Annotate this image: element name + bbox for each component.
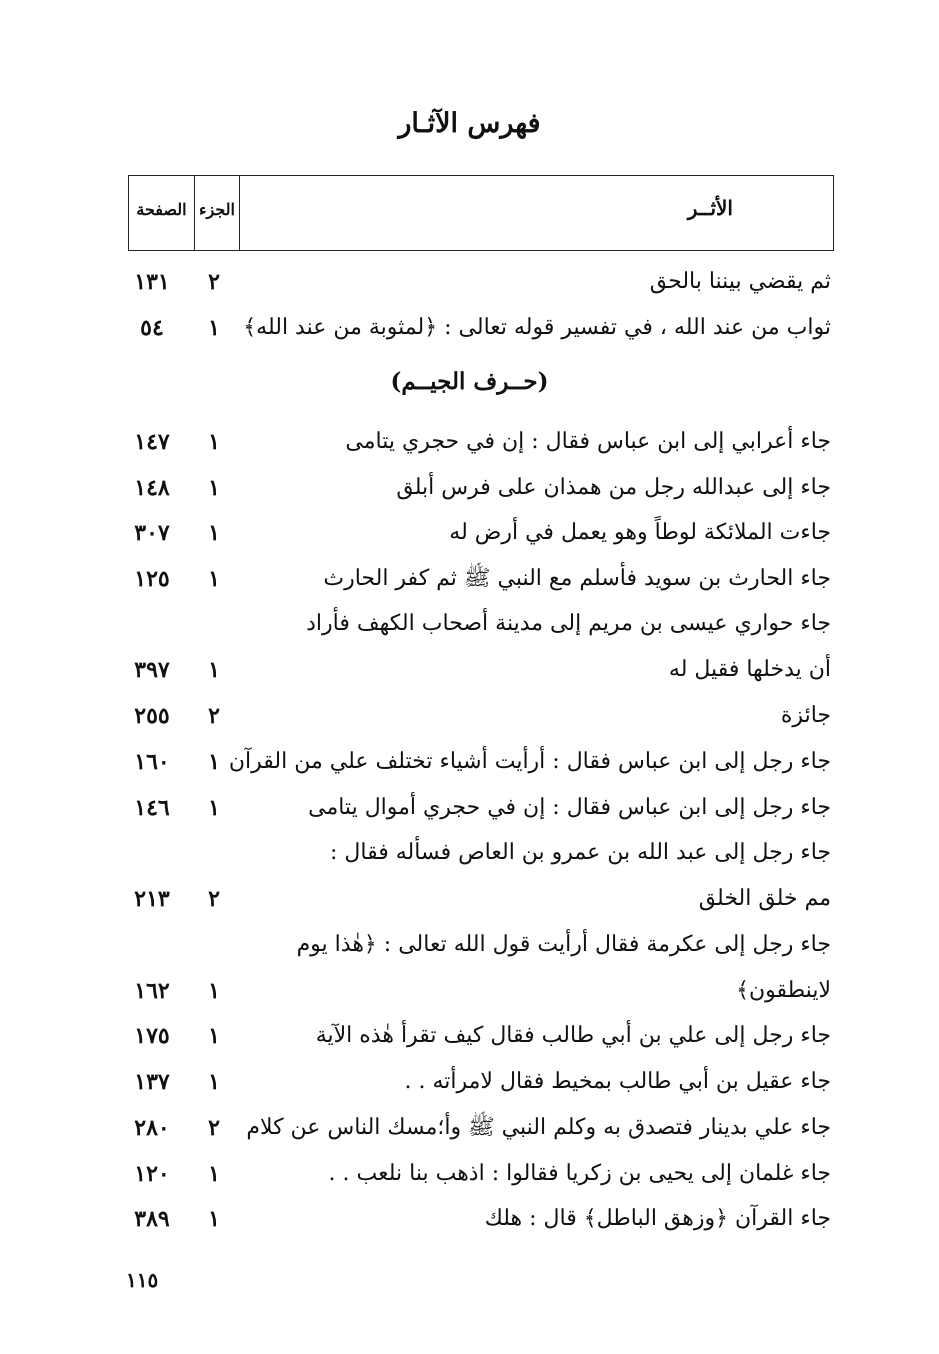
entry-page: ٣٩٧ [134, 657, 170, 683]
athar-column-header: الأثــر [687, 196, 733, 220]
entry-text: أن يدخلها فقيل له [668, 657, 831, 682]
entry-text: جاء غلمان إلى يحيى بن زكريا فقالوا : اذهب بنا نلعب . . [328, 1161, 831, 1186]
entry-volume: ٢ [208, 1115, 220, 1141]
entry-volume: ١ [208, 749, 220, 775]
entry-text: جاء عقيل بن أبي طالب بمخيط فقال لامرأته . . [404, 1069, 831, 1094]
entry-page: ٢٥٥ [134, 703, 170, 729]
entry-page: ٣٨٩ [134, 1206, 170, 1232]
entry-text: جاء حواري عيسى بن مريم إلى مدينة أصحاب الكهف فأراد [306, 611, 831, 636]
entry-text: جاء رجل إلى عبد الله بن عمرو بن العاص فسأله فقال : [330, 840, 831, 865]
page-title: فهرس الآثـار [398, 108, 541, 139]
index-row [0, 1199, 939, 1239]
index-row [0, 696, 939, 736]
entry-page: ٣٠٧ [134, 520, 170, 546]
entry-text: جاء رجل إلى ابن عباس فقال : أرأيت أشياء تختلف علي من القرآن [228, 749, 831, 774]
entry-page: ١٣١ [134, 269, 170, 295]
index-row [0, 1016, 939, 1056]
entry-text: جاء الحارث بن سويد فأسلم مع النبي ﷺ ثم كفر الحارث [323, 566, 831, 591]
entry-volume: ٢ [208, 269, 220, 295]
page-column-header: الصفحة [129, 176, 195, 250]
entry-page: ١٤٧ [134, 429, 170, 455]
entry-volume: ١ [208, 1206, 220, 1232]
entry-text: جاء إلى عبدالله رجل من همذان على فرس أبلق [396, 475, 831, 500]
entry-volume: ١ [208, 315, 220, 341]
index-row [0, 650, 939, 690]
entry-volume: ١ [208, 1023, 220, 1049]
entry-volume: ١ [208, 978, 220, 1004]
index-row [0, 742, 939, 782]
entry-page: ٢٨٠ [134, 1115, 170, 1141]
section-heading: (حــرف الجيــم) [390, 368, 549, 395]
entry-volume: ١ [208, 566, 220, 592]
entry-volume: ١ [208, 1161, 220, 1187]
index-row [0, 925, 939, 965]
index-row [0, 262, 939, 302]
entry-text: جائزة [780, 703, 831, 728]
entry-text: جاء أعرابي إلى ابن عباس فقال : إن في حجري يتامى [345, 429, 831, 454]
index-row [0, 1062, 939, 1102]
entry-volume: ١ [208, 795, 220, 821]
entry-volume: ٢ [208, 886, 220, 912]
index-row [0, 1108, 939, 1148]
index-row [0, 879, 939, 919]
entry-page: ١٣٧ [134, 1069, 170, 1095]
index-row [0, 1154, 939, 1194]
index-row [0, 604, 939, 644]
entry-volume: ٢ [208, 703, 220, 729]
index-row [0, 308, 939, 348]
index-row [0, 788, 939, 828]
entry-volume: ١ [208, 657, 220, 683]
index-row [0, 513, 939, 553]
entry-text: لاينطقون﴾ [736, 978, 831, 1003]
entry-page: ١٦٠ [134, 749, 170, 775]
entry-page: ١٤٨ [134, 475, 170, 501]
entry-text: مم خلق الخلق [698, 886, 831, 911]
entry-text: جاء رجل إلى علي بن أبي طالب فقال كيف تقرأ هٰذه الآية [315, 1023, 831, 1048]
index-row [0, 559, 939, 599]
entry-page: ١٧٥ [134, 1023, 170, 1049]
index-row [0, 468, 939, 508]
entry-text: جاء رجل إلى عكرمة فقال أرأيت قول الله تعالى : ﴿هٰذا يوم [296, 932, 831, 957]
index-row [0, 422, 939, 462]
entry-volume: ١ [208, 429, 220, 455]
footer-page-number: ١١٥ [126, 1268, 159, 1292]
entry-text: جاءت الملائكة لوطاً وهو يعمل في أرض له [449, 520, 831, 545]
entry-volume: ١ [208, 1069, 220, 1095]
entry-text: ثم يقضي بيننا بالحق [649, 269, 831, 294]
entry-page: ١٦٢ [134, 978, 170, 1004]
entry-text: جاء رجل إلى ابن عباس فقال : إن في حجري أموال يتامى [308, 795, 831, 820]
entry-volume: ١ [208, 475, 220, 501]
volume-column-header: الجزء [195, 176, 240, 250]
entry-page: ٢١٣ [134, 886, 170, 912]
index-row [0, 833, 939, 873]
entry-volume: ١ [208, 520, 220, 546]
entry-page: ١٢٥ [134, 566, 170, 592]
entry-page: ١٢٠ [134, 1161, 170, 1187]
entry-page: ١٤٦ [134, 795, 170, 821]
entry-page: ٥٤ [140, 315, 164, 341]
entry-text: جاء القرآن ﴿وزهق الباطل﴾ قال : هلك [484, 1206, 831, 1231]
entry-text: جاء علي بدينار فتصدق به وكلم النبي ﷺ وأ؛مسك الناس عن كلام [246, 1115, 831, 1140]
index-row [0, 971, 939, 1011]
entry-text: ثواب من عند الله ، في تفسير قوله تعالى : ﴿لمثوبة من عند الله﴾ [243, 315, 831, 340]
